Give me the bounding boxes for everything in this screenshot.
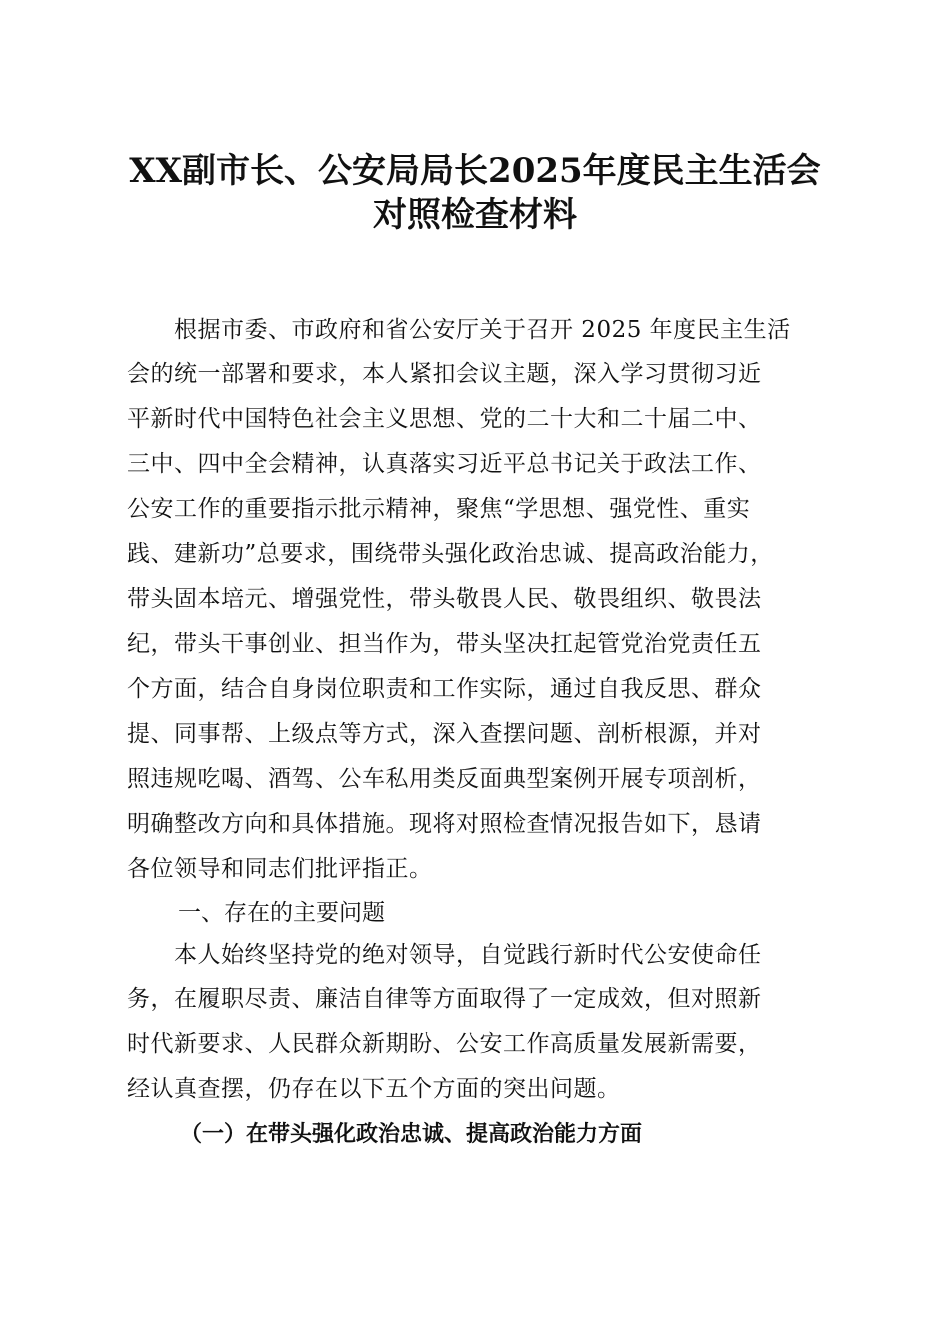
section-1-line: 时代新要求、人民群众新期盼、公安工作高质量发展新需要， [127,1031,762,1057]
section-1-line: 本人始终坚持党的绝对领导，自觉践行新时代公安使命任 [127,942,762,968]
section-heading-1: 一、存在的主要问题 [178,900,385,926]
intro-line: 践、建新功”总要求，围绕带头强化政治忠诚、提高政治能力， [127,541,774,567]
intro-line: 公安工作的重要指示批示精神，聚焦“学思想、强党性、重实 [127,496,751,522]
section-1-line: 经认真查摆，仍存在以下五个方面的突出问题。 [127,1076,621,1102]
intro-line: 根据市委、市政府和省公安厅关于召开 2025 年度民主生活 [127,317,791,343]
intro-line: 平新时代中国特色社会主义思想、党的二十大和二十届二中、 [127,406,762,432]
intro-line: 照违规吃喝、酒驾、公车私用类反面典型案例开展专项剖析， [127,766,762,792]
document-title-line-2: 对照检查材料 [373,195,577,235]
intro-line: 提、同事帮、上级点等方式，深入查摆问题、剖析根源，并对 [127,721,762,747]
intro-line: 个方面，结合自身岗位职责和工作实际，通过自我反思、群众 [127,676,762,702]
intro-line: 带头固本培元、增强党性，带头敬畏人民、敬畏组织、敬畏法 [127,586,762,612]
intro-line: 明确整改方向和具体措施。现将对照检查情况报告如下，恳请 [127,811,762,837]
intro-line: 纪，带头干事创业、担当作为，带头坚决扛起管党治党责任五 [127,631,762,657]
document-title-line-1: XX副市长、公安局局长2025年度民主生活会 [129,151,821,191]
intro-line: 各位领导和同志们批评指正。 [127,856,433,882]
intro-line: 三中、四中全会精神，认真落实习近平总书记关于政法工作、 [127,451,762,477]
subsection-heading-1: （一）在带头强化政治忠诚、提高政治能力方面 [180,1122,643,1147]
section-1-line: 务，在履职尽责、廉洁自律等方面取得了一定成效，但对照新 [127,986,762,1012]
intro-line: 会的统一部署和要求，本人紧扣会议主题，深入学习贯彻习近 [127,361,762,387]
